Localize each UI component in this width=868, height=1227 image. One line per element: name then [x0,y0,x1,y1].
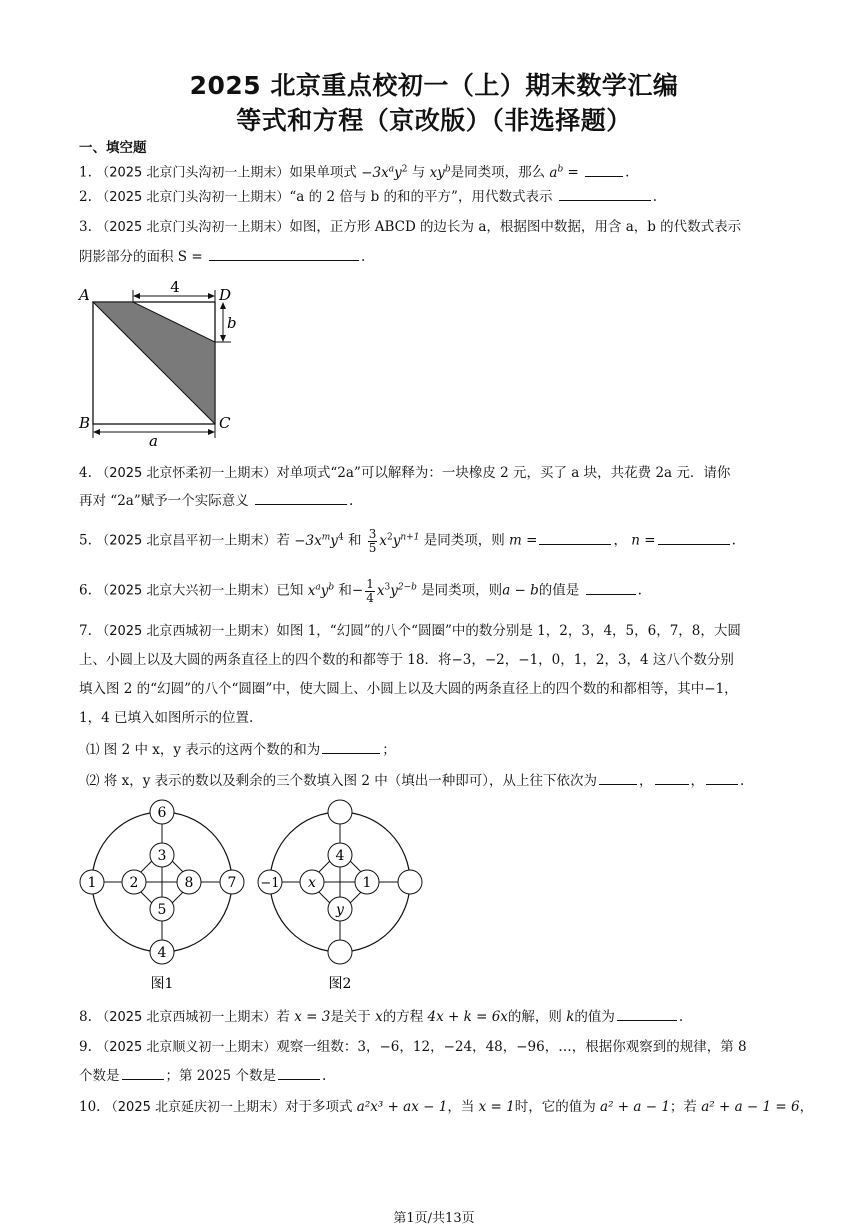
q-text: 和 [347,532,362,549]
label-a: a [149,432,158,450]
math-expr: a² + a − 1 = 6 [701,1099,800,1115]
q-text: ， [690,773,705,789]
fig1-caption: 图1 [150,976,174,992]
q-text: 上、小圆上以及大圆的两条直径上的四个数的和都等于 18．将−3，−2，−1，0，1，2，3，4 这八个数分别 [79,652,734,668]
figure-2 [258,800,422,992]
q-source: （2025 北京延庆初一上期末） [104,1100,285,1115]
q-text: 是同类项，则 [423,532,505,549]
label-D: D [219,286,232,304]
fig2-inner-right: 1 [362,875,372,891]
q-text: 填入图 2 的“幻圆”的八个“圆圈”中，使大圆上、小圆上以及大圆的两条直径上的四个数的和都相等，其中−1， [79,681,738,697]
answer-blank[interactable] [585,161,623,177]
q-text: . [678,1009,684,1025]
math-expr: x = 3 [294,1009,331,1025]
fig1-right: 7 [227,875,237,891]
q-text: 已知 [276,582,304,599]
q-text: 的解，则 [507,1009,562,1025]
q-number: 8. [79,1009,92,1025]
q-number: 5. [79,532,92,549]
question-8 [79,1004,791,1031]
q-text: 观察一组数：3，−6，12，−24，48，−96，…，根据你观察到的规律，第 8 [276,1039,747,1055]
math-q6-mono1: $x^ay^b$ [307,582,335,599]
fraction-3-5: $\frac{3}{5}$ [368,526,377,555]
fig1-inner-right: 8 [184,875,194,891]
math-expr: k [566,1009,575,1025]
question-4 [79,460,791,487]
q-number: 4. [79,465,92,481]
q-text: . [360,249,366,265]
q-source: （2025 北京大兴初一上期末） [96,583,277,599]
question-7-sub1 [86,737,798,763]
answer-blank[interactable] [255,489,347,505]
q-text: 和 [338,582,352,599]
q-text: ⑵ 将 x，y 表示的数以及剩余的三个数填入图 2 中（填出一种即可），从上往下依次为 [86,773,598,789]
q-text: . [321,1068,327,1084]
answer-blank[interactable] [586,579,636,595]
answer-blank-2[interactable] [278,1064,320,1080]
q-text: 的方程 [382,1009,424,1025]
q-text: = [567,164,579,181]
q-text: ， [613,532,627,549]
m-label: m = [509,532,538,549]
q-number: 10. [79,1099,101,1115]
q-text: 的值是 [538,582,580,599]
label-B: B [79,414,91,432]
fig2-left: −1 [260,876,280,891]
q-text: 如果单项式 [289,164,357,181]
q-text: . [637,582,642,599]
question-6 [79,574,791,605]
q-text: 若 [276,1009,290,1025]
label-C: C [219,414,231,432]
math-q5-mono1: $-3x^my^4$ [294,532,344,549]
q-text: . [652,189,658,205]
fig1-inner-top: 3 [157,848,167,864]
question-4-line2 [79,488,791,514]
math-expr: x = 1 [478,1099,515,1115]
q-source: （2025 北京门头沟初一上期末） [96,220,290,235]
label-b: b [227,314,237,332]
question-3-line2 [79,244,791,270]
q-text: ， [639,773,653,789]
answer-blank[interactable] [617,1005,677,1021]
question-5 [79,524,791,555]
q-text: 如图，正方形 ABCD 的边长为 a，根据图中数据，用含 a，b 的代数式表示 [289,219,742,235]
question-9 [79,1034,791,1061]
q-text: 个数是 [79,1068,120,1084]
math-expr: a²x³ + ax − 1 [356,1099,448,1115]
question-9-line2 [79,1063,791,1089]
question-3 [79,214,791,241]
q-text: 是同类项，那么 [450,164,546,181]
q-text: 若 [276,532,290,549]
q-number: 6. [79,582,92,599]
q-text: 是同类项，则 [421,582,503,599]
n-label: n = [631,532,656,549]
q-text: . [740,773,745,789]
math-expr: a² + a − 1 [600,1099,670,1115]
question-10 [79,1094,814,1121]
q-source: （2025 北京顺义初一上期末） [96,1040,277,1055]
fraction-1-4: $\frac{1}{4}$ [366,576,374,605]
fig2-inner-left: x [308,875,316,891]
q-text: ，当 [447,1099,475,1115]
math-expr: a − b [502,582,539,599]
math-expr: x [375,1009,383,1025]
question-7-sub2 [86,768,798,794]
q-text: 与 [411,164,426,181]
q-text: 时，它的值为 [514,1099,596,1115]
q-text: 对于多项式 [285,1099,353,1115]
q-source: （2025 北京西城初一上期末） [96,1010,277,1025]
math-expr: 4x + k = 6x [427,1009,508,1025]
answer-blank[interactable] [322,738,380,754]
fig1-inner-bottom: 5 [157,902,167,918]
q-source: （2025 北京门头沟初一上期末） [96,165,290,181]
q-text: − [351,582,364,599]
q-text: . [731,532,736,549]
fig1-inner-left: 2 [129,875,139,891]
q-number: 7. [79,623,92,639]
doc-title: 2025 北京重点校初一（上）期末数学汇编 [189,71,679,100]
q-text: 如图 1，“幻圆”的八个“圆圈”中的数分别是 1，2，3，4，5，6，7，8，大圆 [276,623,741,639]
fig2-inner-top: 4 [335,848,345,864]
q-source: （2025 北京门头沟初一上期末） [96,190,290,205]
fig1-bottom: 4 [157,945,167,961]
math-mono1: $-3x^ay^2$ [361,164,408,181]
question-2 [79,184,791,211]
page-footer: 第1页/共13页 [393,1211,475,1226]
q-text: 阴影部分的面积 S = [79,249,203,265]
fig2-caption: 图2 [328,976,352,992]
question-7-line2 [79,647,791,673]
answer-blank[interactable] [209,245,359,261]
label-4: 4 [170,280,180,296]
label-A: A [79,286,90,304]
q-source: （2025 北京昌平初一上期末） [96,533,277,549]
q-number: 2. [79,189,92,205]
question-1 [79,156,791,187]
q-text: 的值为 [574,1009,615,1025]
q-text: ， [799,1099,814,1115]
math-ab: $a^b$ [549,164,564,181]
fig2-inner-bottom: y [336,902,344,918]
q-text: 再对 “2a”赋予一个实际意义 [79,493,249,509]
q-number: 1. [79,164,92,181]
q-text: ； [382,742,396,758]
answer-blank-1[interactable] [599,769,637,785]
doc-subtitle: 等式和方程（京改版）（非选择题） [236,106,632,135]
q-number: 9. [79,1039,92,1055]
magic-circle-figures [72,798,442,998]
q-text: 对单项式“2a”可以解释为：一块橡皮 2 元，买了 a 块，共花费 2a 元．请你 [276,465,731,481]
answer-blank-3[interactable] [706,769,738,785]
fig1-left: 1 [87,875,97,891]
q-text: “a 的 2 倍与 b 的和的平方”，用代数式表示 [289,189,553,205]
q-text: . [349,493,354,509]
answer-blank-n[interactable] [658,529,730,545]
q-text: 1，4 已填入如图所示的位置. [79,710,254,726]
answer-blank[interactable] [559,185,651,201]
q-text: 是关于 [330,1009,371,1025]
math-mono2: $xy^b$ [429,164,451,181]
square-figure [75,280,250,450]
answer-blank-2[interactable] [655,769,689,785]
question-7-line4 [79,705,791,731]
q-source: （2025 北京西城初一上期末） [96,624,277,639]
q-text: ⑴ 图 2 中 x，y 表示的这两个数的和为 [86,742,321,758]
q-number: 3. [79,219,92,235]
answer-blank-1[interactable] [122,1064,164,1080]
figure-1 [80,800,244,992]
math-q6-mono2: $x^3y^{2-b}$ [376,582,417,599]
q-text: ；若 [669,1099,697,1115]
math-q5-mono2: $x^2y^{n+1}$ [379,532,420,549]
answer-blank-m[interactable] [539,529,611,545]
q-source: （2025 北京怀柔初一上期末） [96,466,277,481]
question-7 [79,618,791,645]
question-7-line3 [79,676,791,702]
fig1-top: 6 [157,805,167,821]
q-text: . [625,164,630,181]
q-text: ；第 2025 个数是 [165,1068,276,1084]
section-heading: 一、填空题 [79,140,147,156]
shaded-region [93,302,215,424]
